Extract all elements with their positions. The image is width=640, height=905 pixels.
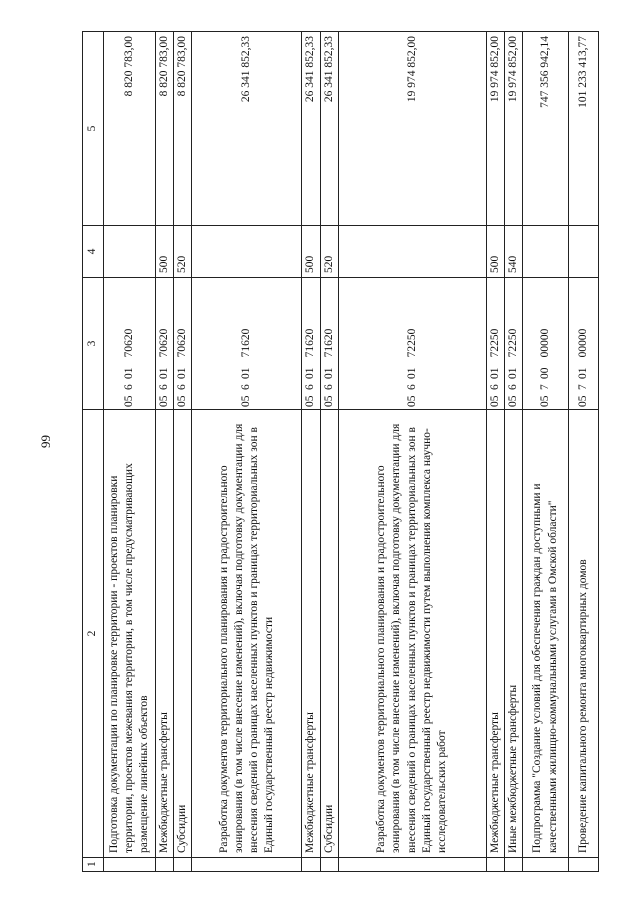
expense-type xyxy=(569,226,599,278)
code-part: 00000 xyxy=(538,328,551,358)
code-part: 01 xyxy=(488,367,501,379)
header-cell: 3 xyxy=(83,278,104,410)
index-cell xyxy=(486,858,504,872)
page-number: 99 xyxy=(38,435,53,448)
code-part: 6 xyxy=(158,384,170,390)
code-part: 01 xyxy=(506,367,519,379)
code-part: 05 xyxy=(506,395,519,407)
code-part: 01 xyxy=(304,367,317,379)
table-row xyxy=(104,32,156,872)
code-part: 72250 xyxy=(488,328,501,358)
program-code xyxy=(122,280,137,407)
code-part: 6 xyxy=(506,384,519,390)
code-part: 72250 xyxy=(405,328,418,358)
index-cell xyxy=(192,858,302,872)
row-name: Межбюджетные трансферты xyxy=(156,410,174,858)
code-part: 05 xyxy=(240,395,253,407)
table-row xyxy=(302,32,320,872)
row-name: Проведение капитального ремонта многоквартирных домов xyxy=(569,410,599,858)
table-row xyxy=(569,32,599,872)
row-name: Межбюджетные трансферты xyxy=(486,410,504,858)
code-part: 70620 xyxy=(176,328,189,358)
table-row xyxy=(523,32,569,872)
expense-type: 520 xyxy=(320,226,338,278)
code-part: 71620 xyxy=(304,328,317,358)
code-part: 05 xyxy=(122,395,135,407)
code-part: 05 xyxy=(576,395,589,407)
row-name: Межбюджетные трансферты xyxy=(302,410,320,858)
row-name: Субсидии xyxy=(320,410,338,858)
table-row xyxy=(192,32,302,872)
code-part: 71620 xyxy=(240,328,253,358)
table-row xyxy=(156,32,174,872)
index-cell xyxy=(302,858,320,872)
program-code xyxy=(322,280,337,407)
code-part: 00000 xyxy=(576,328,589,358)
expense-type xyxy=(192,226,302,278)
header-cell: 4 xyxy=(83,226,104,278)
index-cell xyxy=(504,858,522,872)
amount: 26 341 852,33 xyxy=(192,32,302,226)
table-row xyxy=(174,32,192,872)
index-cell xyxy=(523,858,569,872)
code-part: 01 xyxy=(240,367,253,379)
code-part: 70620 xyxy=(158,328,170,358)
amount: 19 974 852,00 xyxy=(338,32,486,226)
code-part: 6 xyxy=(405,384,418,390)
amount: 26 341 852,33 xyxy=(302,32,320,226)
program-code xyxy=(157,280,172,407)
amount: 19 974 852,00 xyxy=(504,32,522,226)
code-part: 05 xyxy=(304,395,317,407)
expense-type: 540 xyxy=(504,226,522,278)
code-part: 6 xyxy=(488,384,501,390)
code-part: 05 xyxy=(488,395,501,407)
program-code xyxy=(488,280,503,407)
code-part: 01 xyxy=(405,367,418,379)
program-code xyxy=(506,280,521,407)
code-part: 7 xyxy=(576,384,589,390)
rotated-page xyxy=(82,32,589,872)
row-name: Разработка документов территориального планирования и градостроительного зонирования (в том числе внесение изменений), включая подготовку документации для внесения сведений о границах населенных пунктов и границах территориальных зон в Единый государственный реестр недвижимости путем выполнения комплекса научно-исследовательских работ xyxy=(338,410,486,858)
amount: 19 974 852,00 xyxy=(486,32,504,226)
row-name: Подготовка документации по планировке территории - проектов планировки территории, проектов межевания территории, в том числе предусматривающих размещение линейных объектов xyxy=(104,410,156,858)
code-part: 05 xyxy=(322,395,335,407)
code-part: 05 xyxy=(405,395,418,407)
code-part: 01 xyxy=(576,367,589,379)
program-code xyxy=(175,280,190,407)
expense-type: 500 xyxy=(302,226,320,278)
code-part: 71620 xyxy=(322,328,335,358)
header-cell: 1 xyxy=(83,858,104,872)
index-cell xyxy=(320,858,338,872)
code-part: 72250 xyxy=(506,328,519,358)
expense-type xyxy=(104,226,156,278)
row-name: Подпрограмма "Создание условий для обеспечения граждан доступными и качественными жилищно-коммунальными услугами в Омской области" xyxy=(523,410,569,858)
table-row xyxy=(320,32,338,872)
index-cell xyxy=(569,858,599,872)
row-name: Субсидии xyxy=(174,410,192,858)
expense-type xyxy=(523,226,569,278)
amount: 8 820 783,00 xyxy=(156,32,174,226)
code-part: 05 xyxy=(176,395,189,407)
program-code xyxy=(576,280,591,407)
code-part: 05 xyxy=(158,395,170,407)
code-part: 01 xyxy=(322,367,335,379)
amount: 747 356 942,14 xyxy=(523,32,569,226)
program-code xyxy=(538,280,553,407)
table-row xyxy=(486,32,504,872)
table-body xyxy=(104,32,599,872)
index-cell xyxy=(174,858,192,872)
expense-type xyxy=(338,226,486,278)
expense-type: 500 xyxy=(156,226,174,278)
header-cell: 2 xyxy=(83,410,104,858)
program-code xyxy=(303,280,318,407)
expense-type: 520 xyxy=(174,226,192,278)
code-part: 01 xyxy=(158,367,170,379)
row-name: Иные межбюджетные трансферты xyxy=(504,410,522,858)
program-code xyxy=(405,280,420,407)
expense-type: 500 xyxy=(486,226,504,278)
code-part: 01 xyxy=(176,367,189,379)
table-row xyxy=(504,32,522,872)
row-name: Разработка документов территориального планирования и градостроительного зонирования (в том числе внесение изменений), включая подготовку документации для внесения сведений о границах населенных пунктов и границах территориальных зон в Единый государственный реестр недвижимости xyxy=(192,410,302,858)
header-cell: 5 xyxy=(83,32,104,226)
code-part: 05 xyxy=(538,395,551,407)
header-row xyxy=(83,32,104,872)
index-cell xyxy=(156,858,174,872)
code-part: 6 xyxy=(122,384,135,390)
budget-table xyxy=(82,31,599,872)
amount: 8 820 783,00 xyxy=(104,32,156,226)
code-part: 6 xyxy=(322,384,335,390)
index-cell xyxy=(104,858,156,872)
amount: 8 820 783,00 xyxy=(174,32,192,226)
code-part: 6 xyxy=(304,384,317,390)
amount: 101 233 413,77 xyxy=(569,32,599,226)
code-part: 70620 xyxy=(122,328,135,358)
amount: 26 341 852,33 xyxy=(320,32,338,226)
code-part: 01 xyxy=(122,367,135,379)
code-part: 6 xyxy=(240,384,253,390)
code-part: 6 xyxy=(176,384,189,390)
program-code xyxy=(239,280,254,407)
index-cell xyxy=(338,858,486,872)
code-part: 00 xyxy=(538,367,551,379)
table-row xyxy=(338,32,486,872)
code-part: 7 xyxy=(538,384,551,390)
